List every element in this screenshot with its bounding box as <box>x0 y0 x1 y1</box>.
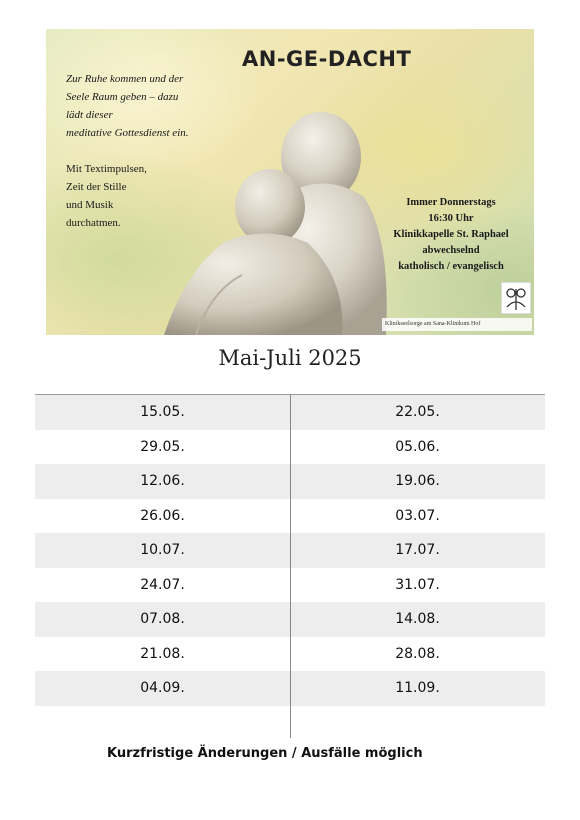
clinic-chaplaincy-logo-icon <box>501 282 531 314</box>
info-line: Immer Donnerstags <box>406 197 496 208</box>
intro-line: durchatmen. <box>66 217 121 229</box>
info-line: 16:30 Uhr <box>428 213 474 224</box>
date-cell-left: 07.08. <box>140 611 185 628</box>
date-cell-right: 19.06. <box>395 473 440 490</box>
intro-line: Mit Textimpulsen, <box>66 163 147 175</box>
date-cell-right: 05.06. <box>395 438 440 455</box>
intro-paragraph-2 <box>66 160 241 232</box>
info-line: abwechselnd <box>422 245 480 256</box>
intro-text <box>66 70 241 232</box>
date-cell-right: 17.07. <box>395 542 440 559</box>
intro-line: Seele Raum geben – dazu <box>66 91 179 103</box>
info-line: Klinikkapelle St. Raphael <box>393 229 509 240</box>
date-cell-right: 11.09. <box>395 680 440 697</box>
date-cell-left: 29.05. <box>140 438 185 455</box>
date-cell-right: 31.07. <box>395 576 440 593</box>
date-cell-left: 12.06. <box>140 473 185 490</box>
intro-line: lädt dieser <box>66 109 113 121</box>
service-info <box>376 195 526 275</box>
date-cell-left: 04.09. <box>140 680 185 697</box>
date-cell-left: 10.07. <box>140 542 185 559</box>
intro-line: und Musik <box>66 199 114 211</box>
date-cell-left: 24.07. <box>140 576 185 593</box>
date-cell-left: 21.08. <box>140 645 185 662</box>
banner-footer: Klinikseelsorge am Sana-Klinikum Hof <box>382 318 532 331</box>
info-line: katholisch / evangelisch <box>398 261 504 272</box>
intro-line: Zur Ruhe kommen und der <box>66 73 184 85</box>
header-banner <box>46 29 534 335</box>
date-cell-left: 15.05. <box>140 404 185 421</box>
date-cell-right: 14.08. <box>395 611 440 628</box>
date-cell-right: 28.08. <box>395 645 440 662</box>
banner-title: AN-GE-DACHT <box>242 47 412 71</box>
intro-line: meditative Gottesdienst ein. <box>66 127 189 139</box>
date-cell-right: 22.05. <box>395 404 440 421</box>
date-cell-left: 26.06. <box>140 507 185 524</box>
date-cell-right: 03.07. <box>395 507 440 524</box>
intro-paragraph-1 <box>66 70 241 142</box>
table-column-divider <box>290 395 291 738</box>
intro-line: Zeit der Stille <box>66 181 127 193</box>
period-heading: Mai-Juli 2025 <box>218 346 362 370</box>
changes-note: Kurzfristige Änderungen / Ausfälle möglich <box>107 746 423 761</box>
